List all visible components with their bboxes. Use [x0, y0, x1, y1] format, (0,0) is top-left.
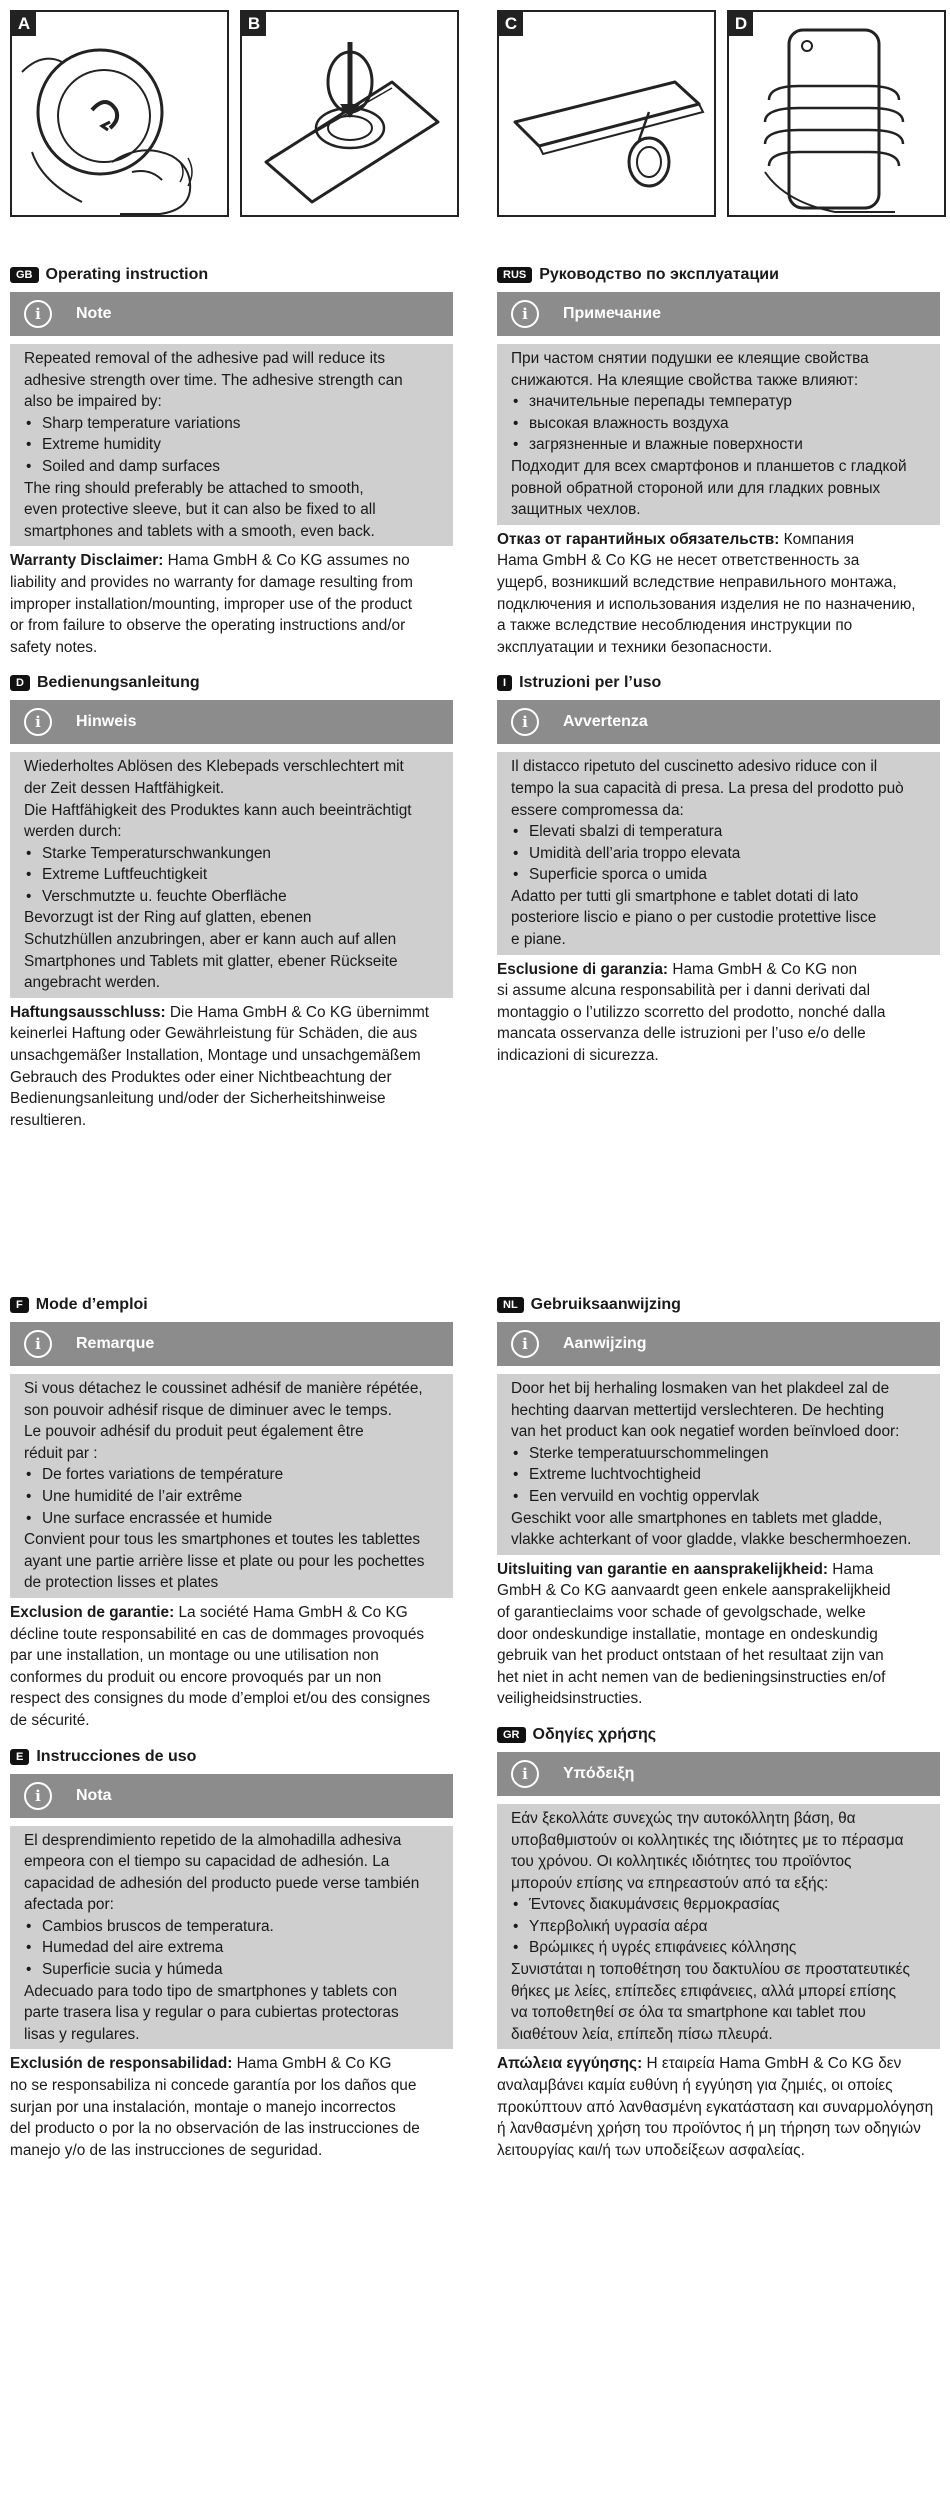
warranty-label: Uitsluiting van garantie en aansprakelijkheid:: [497, 1560, 828, 1578]
note-title: Nota: [76, 1786, 112, 1804]
language-section: [10, 1746, 453, 2162]
note-title: Υπόδειξη: [563, 1764, 635, 1782]
warranty-text-line: [497, 2053, 940, 2075]
warranty-text: het niet in acht nemen van de bedieningsinstructies en/of: [497, 1668, 886, 1686]
warranty-text: montaggio o l’utilizzo scorretto del prodotto, nonché dalla: [497, 1003, 886, 1021]
note-bullet: • Umidità dell’aria troppo elevata: [511, 843, 926, 865]
figure-panel-a: [10, 10, 229, 217]
note-title: Avvertenza: [563, 713, 648, 731]
note-text-line: Συνιστάται η τοποθέτηση του δακτυλίου σε προστατευτικές: [511, 1961, 910, 1979]
note-text-line: capacidad de adhesión del producto puede verse también: [24, 1874, 420, 1892]
warranty-disclaimer: [497, 529, 940, 659]
note-bullet-list: [24, 413, 439, 478]
warranty-text: προκύπτουν από λανθασμένη εγκατάσταση και συναρμολόγηση: [497, 2098, 934, 2116]
column-left-bottom: [10, 1294, 453, 2175]
section-heading: [10, 672, 453, 694]
warranty-disclaimer: [497, 959, 940, 1067]
illustration-attach-ring: [242, 12, 457, 215]
note-text-line: Die Haftfähigkeit des Produktes kann auch beeinträchtigt: [24, 801, 412, 819]
note-bullet: • Une surface encrassée et humide: [24, 1508, 439, 1530]
warranty-disclaimer: [497, 1559, 940, 1710]
note-header: [10, 292, 453, 336]
warranty-text-line: [10, 594, 453, 616]
language-badge: E: [10, 1749, 29, 1765]
warranty-text: подключения и использования изделия не по назначению,: [497, 595, 916, 613]
warranty-text: Hama GmbH & Co KG не несет ответственность за: [497, 552, 860, 570]
note-bullet-list: [511, 1894, 926, 1959]
info-icon: i: [24, 1330, 52, 1358]
warranty-label: Haftungsausschluss:: [10, 1003, 166, 1021]
language-section: [497, 264, 940, 658]
section-heading: [10, 264, 453, 286]
note-text-line: μπορούν επίσης να επηρεαστούν από τα εξής:: [511, 1874, 829, 1892]
note-bullet-list: [511, 1443, 926, 1508]
note-header: [10, 700, 453, 744]
warranty-text-line: [497, 594, 940, 616]
warranty-text-line: [497, 959, 940, 981]
warranty-text-line: [10, 550, 453, 572]
warranty-text: improper installation/mounting, improper use of the product: [10, 595, 413, 613]
note-text-line: réduit par :: [24, 1444, 98, 1462]
note-bullet: • Extreme humidity: [24, 434, 439, 456]
note-text-line: werden durch:: [24, 823, 122, 841]
info-icon: i: [24, 1782, 52, 1810]
note-header: [497, 1322, 940, 1366]
info-icon: i: [511, 708, 539, 736]
note-bullet: • загрязненные и влажные поверхности: [511, 434, 926, 456]
note-bullet: • Elevati sbalzi di temperatura: [511, 821, 926, 843]
warranty-text: surjan por una instalación, montaje o manejo incorrectos: [10, 2098, 396, 2116]
note-text-line: El desprendimiento repetido de la almohadilla adhesiva: [24, 1831, 402, 1849]
warranty-disclaimer: [10, 2053, 453, 2161]
figure-panel-c: [497, 10, 716, 217]
warranty-text-line: [497, 1002, 940, 1024]
warranty-text: Hama GmbH & Co KG: [232, 2055, 392, 2073]
note-text-line: angebracht werden.: [24, 974, 161, 992]
warranty-text: La société Hama GmbH & Co KG: [174, 1603, 408, 1621]
warranty-text-line: [10, 1110, 453, 1132]
note-bullet-list: [511, 391, 926, 456]
warranty-label: Отказ от гарантийных обязательств:: [497, 530, 780, 548]
warranty-text-line: [497, 1023, 940, 1045]
warranty-label: Exclusión de responsabilidad:: [10, 2055, 233, 2073]
warranty-text: manejo y/o de las instrucciones de seguridad.: [10, 2141, 323, 2159]
language-badge: I: [497, 675, 512, 691]
warranty-text-line: [10, 1667, 453, 1689]
note-bullet: • Sterke temperatuurschommelingen: [511, 1443, 926, 1465]
warranty-text-line: [10, 1045, 453, 1067]
section-title: Operating instruction: [45, 266, 209, 283]
note-text-line: снижаются. На клеящие свойства также влияют:: [511, 371, 859, 389]
note-text-line: empeora con el tiempo su capacidad de adhesión. La: [24, 1853, 390, 1871]
section-heading: [497, 264, 940, 286]
warranty-text: λειτουργίας και/ή των υποδείξεων ασφαλείας.: [497, 2141, 805, 2159]
info-icon: i: [24, 300, 52, 328]
figure-panel-b: [240, 10, 459, 217]
warranty-label: Warranty Disclaimer:: [10, 552, 164, 570]
warranty-disclaimer: [497, 2053, 940, 2161]
warranty-text-line: [10, 1624, 453, 1646]
warranty-disclaimer: [10, 1002, 453, 1132]
note-text-line: Repeated removal of the adhesive pad will reduce its: [24, 350, 386, 367]
note-box: [497, 752, 940, 954]
note-box: [10, 1826, 453, 2050]
note-text-line: adhesive strength over time. The adhesive strength can: [24, 371, 403, 389]
note-box: [497, 1374, 940, 1555]
warranty-text-line: [10, 1602, 453, 1624]
section-heading: [497, 1724, 940, 1746]
note-bullet: • Starke Temperaturschwankungen: [24, 843, 439, 865]
note-box: [497, 1804, 940, 2050]
warranty-text: door ondeskundige installatie, montage en ondeskundig: [497, 1625, 878, 1643]
warranty-text-line: [10, 2118, 453, 2140]
language-section: [497, 1724, 940, 2162]
warranty-text: par une installation, un montage ou une utilisation non: [10, 1647, 379, 1665]
note-text-line: защитных чехлов.: [511, 501, 641, 519]
warranty-text: а также вследствие несоблюдения инструкции по: [497, 617, 853, 635]
section-title: Bedienungsanleitung: [36, 674, 200, 692]
section-heading: [10, 1746, 453, 1768]
section-title: Gebruiksaanwijzing: [530, 1296, 681, 1313]
warranty-text: Die Hama GmbH & Co KG übernimmt: [165, 1003, 430, 1021]
column-left-top: [10, 264, 453, 1145]
note-text-line: even protective sleeve, but it can also be fixed to all: [24, 501, 376, 519]
warranty-text-line: [497, 1580, 940, 1602]
note-text-line: ровной обратной стороной или для гладких ровных: [511, 479, 881, 497]
note-box: [10, 344, 453, 546]
warranty-text: ή λανθασμένη χρήση του προϊόντος ή μη τήρηση των οδηγιών: [497, 2120, 921, 2138]
note-bullet: • Υπερβολική υγρασία αέρα: [511, 1916, 926, 1938]
figure-label: A: [12, 12, 36, 36]
note-bullet: • Superficie sucia y húmeda: [24, 1959, 439, 1981]
note-header: [10, 1322, 453, 1366]
note-text-line: ayant une partie arrière lisse et plate ou pour les pochettes: [24, 1552, 425, 1570]
note-text-line: υποβαθμιστούν οι κολλητικές της ιδιότητες με το πέρασμα: [511, 1831, 904, 1849]
note-text-line: son pouvoir adhésif risque de diminuer avec le temps.: [24, 1401, 392, 1419]
warranty-text-line: [10, 2053, 453, 2075]
warranty-text: GmbH & Co KG aanvaardt geen enkele aansprakelijkheid: [497, 1582, 891, 1600]
note-bullet: • Een vervuild en vochtig oppervlak: [511, 1486, 926, 1508]
note-bullet: • Sharp temperature variations: [24, 413, 439, 435]
note-text-line: hechting daarvan mettertijd verslechteren. De hechting: [511, 1401, 885, 1419]
note-header: [497, 700, 940, 744]
note-text-line: При частом снятии подушки ее клеящие свойства: [511, 350, 869, 367]
note-text-line: van het product kan ook negatief worden beïnvloed door:: [511, 1423, 900, 1441]
note-text-line: tempo la sua capacità di presa. La presa del prodotto può: [511, 779, 904, 797]
note-bullet: • значительные перепады температур: [511, 391, 926, 413]
warranty-text: Hama: [828, 1560, 874, 1578]
warranty-text: indicazioni di sicurezza.: [497, 1047, 659, 1065]
info-icon: i: [511, 300, 539, 328]
warranty-disclaimer: [10, 550, 453, 658]
warranty-text: liability and provides no warranty for damage resulting from: [10, 573, 413, 591]
note-text-line: vlakke achterkant of voor gladde, vlakke beschermhoezen.: [511, 1531, 912, 1549]
note-bullet: • высокая влажность воздуха: [511, 413, 926, 435]
note-text-line: de protection lisses et plates: [24, 1574, 219, 1592]
info-icon: i: [511, 1760, 539, 1788]
illustration-ring-stand: [499, 12, 714, 215]
note-bullet: • Έντονες διακυμάνσεις θερμοκρασίας: [511, 1894, 926, 1916]
note-text-line: διαθέτουν λεία, επίπεδη πίσω πλευρά.: [511, 2025, 773, 2043]
language-badge: F: [10, 1297, 29, 1313]
warranty-text: si assume alcuna responsabilità per i danni derivati dal: [497, 982, 871, 1000]
note-header: [497, 292, 940, 336]
warranty-text-line: [10, 1645, 453, 1667]
warranty-text: Hama GmbH & Co KG non: [668, 960, 858, 978]
note-title: Hinweis: [76, 713, 137, 731]
warranty-text: conformes du produit ou encore provoqués par un non: [10, 1668, 382, 1686]
note-title: Примечание: [563, 305, 662, 322]
note-text-line: e piane.: [511, 931, 566, 949]
warranty-text-line: [497, 615, 940, 637]
note-text-line: afectada por:: [24, 1896, 114, 1914]
section-heading: [497, 672, 940, 694]
warranty-text-line: [10, 615, 453, 637]
warranty-text-line: [497, 1602, 940, 1624]
note-bullet: • Extreme luchtvochtigheid: [511, 1464, 926, 1486]
note-text-line: smartphones and tablets with a smooth, even back.: [24, 522, 375, 540]
language-section: [497, 1294, 940, 1710]
section-heading: [10, 1294, 453, 1316]
note-header: [497, 1752, 940, 1796]
column-right-top: [497, 264, 940, 1081]
warranty-text-line: [497, 980, 940, 1002]
note-bullet-list: [24, 843, 439, 908]
figure-label: C: [499, 12, 523, 36]
warranty-text: Η εταιρεία Hama GmbH & Co KG δεν: [642, 2055, 902, 2073]
note-bullet: • De fortes variations de température: [24, 1464, 439, 1486]
note-text-line: Le pouvoir adhésif du produit peut également être: [24, 1423, 364, 1441]
note-text-line: θήκες με λείες, επίπεδες επιφάνειες, αλλά μπορεί επίσης: [511, 1982, 897, 2000]
warranty-text-line: [10, 1688, 453, 1710]
warranty-text: Компания: [779, 530, 855, 548]
warranty-text-line: [497, 2075, 940, 2097]
warranty-text: эксплуатации и техники безопасности.: [497, 638, 773, 656]
warranty-text: keinerlei Haftung oder Gewährleistung für Schäden, die aus: [10, 1025, 418, 1043]
warranty-text: ущерб, возникший вследствие неправильного монтажа,: [497, 573, 897, 591]
note-bullet: • Soiled and damp surfaces: [24, 456, 439, 478]
note-box: [10, 752, 453, 998]
info-icon: i: [511, 1330, 539, 1358]
warranty-text-line: [10, 2075, 453, 2097]
warranty-text-line: [497, 529, 940, 551]
warranty-text-line: [497, 2097, 940, 2119]
note-box: [497, 344, 940, 525]
figure-label: B: [242, 12, 266, 36]
warranty-text-line: [497, 1645, 940, 1667]
note-bullet: • Verschmutzte u. feuchte Oberfläche: [24, 886, 439, 908]
warranty-text: no se responsabiliza ni concede garantía por los daños que: [10, 2077, 417, 2095]
warranty-text: resultieren.: [10, 1111, 87, 1129]
note-text-line: lisas y regulares.: [24, 2025, 140, 2043]
warranty-text-line: [10, 2140, 453, 2162]
figure-panel-d: [727, 10, 946, 217]
note-title: Remarque: [76, 1335, 155, 1352]
warranty-disclaimer: [10, 1602, 453, 1732]
language-badge: RUS: [497, 267, 532, 283]
language-section: [497, 672, 940, 1066]
note-text-line: posteriore liscio e piano o per custodie protettive lisce: [511, 909, 877, 927]
language-badge: NL: [497, 1297, 524, 1313]
note-bullet: • Superficie sporca o umida: [511, 864, 926, 886]
warranty-text: safety notes.: [10, 638, 98, 656]
note-box: [10, 1374, 453, 1598]
warranty-label: Exclusion de garantie:: [10, 1603, 175, 1621]
warranty-text-line: [10, 1067, 453, 1089]
note-bullet-list: [24, 1464, 439, 1529]
warranty-text: gebruik van het product ontstaan of het resultaat zijn van: [497, 1647, 884, 1665]
language-badge: D: [10, 675, 30, 691]
note-text-line: Εάν ξεκολλάτε συνεχώς την αυτοκόλλητη βάση, θα: [511, 1809, 856, 1827]
section-title: Instrucciones de uso: [36, 1747, 197, 1765]
language-section: [10, 264, 453, 658]
note-text-line: Подходит для всех смартфонов и планшетов с гладкой: [511, 457, 907, 475]
note-text-line: Convient pour tous les smartphones et toutes les tablettes: [24, 1531, 421, 1549]
section-heading: [497, 1294, 940, 1316]
warranty-text: or from failure to observe the operating instructions and/or: [10, 617, 406, 635]
note-bullet: • Βρώμικες ή υγρές επιφάνειες κόλλησης: [511, 1937, 926, 1959]
language-section: [10, 1294, 453, 1732]
language-section: [10, 672, 453, 1131]
note-bullet: • Une humidité de l’air extrême: [24, 1486, 439, 1508]
note-text-line: Smartphones und Tablets mit glatter, ebener Rückseite: [24, 952, 398, 970]
warranty-text-line: [497, 2140, 940, 2162]
note-text-line: The ring should preferably be attached to smooth,: [24, 479, 364, 497]
warranty-text-line: [497, 2118, 940, 2140]
warranty-text-line: [10, 1710, 453, 1732]
warranty-text-line: [497, 637, 940, 659]
note-text-line: Wiederholtes Ablösen des Klebepads verschlechtert mit: [24, 758, 404, 776]
warranty-text: décline toute responsabilité en cas de dommages provoqués: [10, 1625, 425, 1643]
warranty-text-line: [497, 550, 940, 572]
note-bullet-list: [24, 1916, 439, 1981]
note-text-line: Bevorzugt ist der Ring auf glatten, ebenen: [24, 909, 312, 927]
section-title: Οδηγίες χρήσης: [532, 1725, 657, 1743]
warranty-text-line: [497, 572, 940, 594]
warranty-text: of garantieclaims voor schade of gevolgschade, welke: [497, 1603, 866, 1621]
warranty-text: Hama GmbH & Co KG assumes no: [163, 552, 410, 570]
warranty-text: del producto o por la no observación de las instrucciones de: [10, 2120, 420, 2138]
section-title: Istruzioni per l’uso: [519, 674, 662, 692]
note-text-line: essere compromessa da:: [511, 801, 684, 819]
warranty-label: Esclusione di garanzia:: [497, 960, 669, 978]
warranty-text-line: [10, 2097, 453, 2119]
figure-label: D: [729, 12, 753, 36]
note-text-line: Si vous détachez le coussinet adhésif de manière répétée,: [24, 1380, 423, 1397]
warranty-text-line: [497, 1559, 940, 1581]
section-title: Mode d’emploi: [35, 1296, 148, 1313]
note-bullet: • Extreme Luftfeuchtigkeit: [24, 864, 439, 886]
info-icon: i: [24, 708, 52, 736]
warranty-text: mancata osservanza delle istruzioni per l’uso e/o delle: [497, 1025, 866, 1043]
warranty-text: Gebrauch des Produktes oder einer Nichtbeachtung der: [10, 1068, 392, 1086]
note-title: Aanwijzing: [563, 1335, 647, 1352]
warranty-text-line: [497, 1045, 940, 1067]
note-bullet-list: [511, 821, 926, 886]
note-bullet: • Cambios bruscos de temperatura.: [24, 1916, 439, 1938]
warranty-text-line: [10, 637, 453, 659]
note-text-line: Adatto per tutti gli smartphone e tablet dotati di lato: [511, 887, 859, 905]
illustration-remove-liner: [12, 12, 227, 215]
warranty-text-line: [10, 1088, 453, 1110]
warranty-text-line: [497, 1667, 940, 1689]
language-badge: GR: [497, 1727, 526, 1743]
warranty-text-line: [497, 1688, 940, 1710]
warranty-text-line: [10, 1023, 453, 1045]
note-text-line: Adecuado para todo tipo de smartphones y tablets con: [24, 1982, 398, 2000]
warranty-text-line: [10, 572, 453, 594]
note-text-line: der Zeit dessen Haftfähigkeit.: [24, 779, 225, 797]
warranty-text-line: [497, 1624, 940, 1646]
section-title: Руководство по эксплуатации: [539, 266, 779, 283]
language-badge: GB: [10, 267, 39, 283]
note-text-line: του χρόνου. Οι κολλητικές ιδιότητες του προϊόντος: [511, 1853, 852, 1871]
warranty-text-line: [10, 1002, 453, 1024]
warranty-text: veiligheidsinstructies.: [497, 1690, 643, 1708]
warranty-text: respect des consignes du mode d’emploi et/ou des consignes: [10, 1690, 431, 1708]
warranty-text: Bedienungsanleitung und/oder der Sicherheitshinweise: [10, 1090, 386, 1108]
note-header: [10, 1774, 453, 1818]
note-text-line: Geschikt voor alle smartphones en tablets met gladde,: [511, 1509, 883, 1527]
note-title: Note: [76, 305, 112, 322]
note-text-line: also be impaired by:: [24, 393, 162, 411]
warranty-text: unsachgemäßer Installation, Montage und unsachgemäßem: [10, 1047, 421, 1065]
illustration-hand-grip: [729, 12, 944, 215]
note-bullet: • Humedad del aire extrema: [24, 1937, 439, 1959]
note-text-line: parte trasera lisa y regular o para cubiertas protectoras: [24, 2004, 399, 2022]
warranty-text: αναλαμβάνει καμία ευθύνη ή εγγύηση για ζημιές, οι οποίες: [497, 2077, 893, 2095]
note-text-line: Schutzhüllen anzubringen, aber er kann auch auf allen: [24, 931, 397, 949]
column-right-bottom: [497, 1294, 940, 2175]
note-text-line: Door het bij herhaling losmaken van het plakdeel zal de: [511, 1380, 890, 1397]
warranty-label: Απώλεια εγγύησης:: [497, 2055, 643, 2073]
warranty-text: de sécurité.: [10, 1711, 90, 1729]
note-text-line: Il distacco ripetuto del cuscinetto adesivo riduce con il: [511, 758, 878, 776]
note-text-line: να τοποθετηθεί σε όλα τα smartphone και tablet που: [511, 2004, 866, 2022]
